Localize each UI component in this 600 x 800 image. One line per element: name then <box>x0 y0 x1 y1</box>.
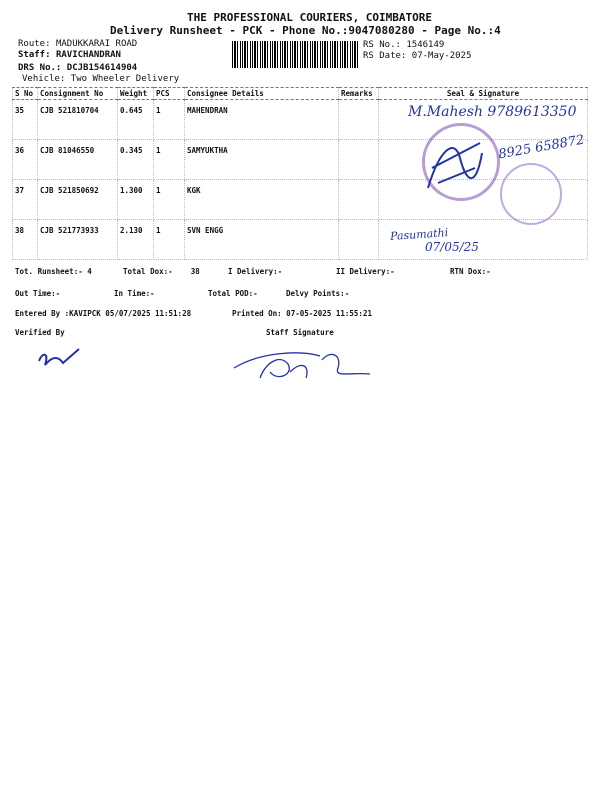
verified-signature <box>35 343 85 373</box>
handwritten-date-row38: 07/05/25 <box>425 240 479 254</box>
col-consignment: Consignment No <box>38 88 118 100</box>
cell-pcs: 1 <box>154 140 185 180</box>
entered-by: Entered By :KAVIPCK 05/07/2025 11:51:28 <box>15 309 192 318</box>
cell-sno: 38 <box>13 220 38 260</box>
handwritten-receiver-row38: Pasumathi <box>389 225 449 244</box>
ii-delivery: II Delivery:- <box>336 267 395 276</box>
staff-line: Staff: RAVICHANDRAN <box>18 50 121 60</box>
col-seal: Seal & Signature <box>379 88 588 100</box>
col-remarks: Remarks <box>339 88 379 100</box>
cell-remarks <box>339 220 379 260</box>
total-dox: Total Dox:- 38 <box>123 267 200 276</box>
cell-consignee: KGK <box>185 180 339 220</box>
runsheet-subtitle: Delivery Runsheet - PCK - Phone No.:9047080280 - Page No.:4 <box>110 24 501 37</box>
barcode <box>232 41 360 68</box>
rs-date-line: RS Date: 07-May-2025 <box>363 51 472 61</box>
drs-line: DRS No.: DCJB154614904 <box>18 63 138 73</box>
cell-remarks <box>339 140 379 180</box>
company-title: THE PROFESSIONAL COURIERS, COIMBATORE <box>187 11 433 24</box>
cell-sno: 35 <box>13 100 38 140</box>
col-weight: Weight <box>118 88 154 100</box>
cell-remarks <box>339 100 379 140</box>
printed-on: Printed On: 07-05-2025 11:55:21 <box>232 309 372 318</box>
cell-consignee: SVN ENGG <box>185 220 339 260</box>
cell-weight: 0.345 <box>118 140 154 180</box>
verified-by-label: Verified By <box>15 328 65 337</box>
cell-weight: 2.130 <box>118 220 154 260</box>
col-pcs: PCS <box>154 88 185 100</box>
in-time: In Time:- <box>114 289 155 298</box>
handwritten-receiver-row35: M.Mahesh 9789613350 <box>408 104 577 120</box>
cell-pcs: 1 <box>154 100 185 140</box>
scribble-signature-row36 <box>420 128 500 198</box>
table-header-row <box>13 88 588 100</box>
route-line: Route: MADUKKARAI ROAD <box>18 39 138 49</box>
delvy-points: Delvy Points:- <box>286 289 350 298</box>
cell-consignment: CJB 521810704 <box>38 100 118 140</box>
cell-remarks <box>339 180 379 220</box>
cell-consignment: CJB 521773933 <box>38 220 118 260</box>
cell-pcs: 1 <box>154 180 185 220</box>
staff-signature <box>230 342 380 387</box>
cell-sno: 37 <box>13 180 38 220</box>
tot-runsheet: Tot. Runsheet:- 4 <box>15 267 92 276</box>
table-row <box>13 220 588 260</box>
cell-sno: 36 <box>13 140 38 180</box>
out-time: Out Time:- <box>15 289 61 298</box>
i-delivery: I Delivery:- <box>228 267 283 276</box>
round-seal-stamp <box>500 163 562 225</box>
vehicle-line: Vehicle: Two Wheeler Delivery <box>22 74 180 84</box>
cell-consignee: SAMYUKTHA <box>185 140 339 180</box>
cell-pcs: 1 <box>154 220 185 260</box>
cell-weight: 1.300 <box>118 180 154 220</box>
cell-consignee: MAHENDRAN <box>185 100 339 140</box>
col-sno: S No <box>13 88 38 100</box>
rs-no-line: RS No.: 1546149 <box>363 40 445 50</box>
staff-signature-label: Staff Signature <box>266 328 334 337</box>
cell-consignment: CJB 521850692 <box>38 180 118 220</box>
col-consignee: Consignee Details <box>185 88 339 100</box>
total-pod: Total POD:- <box>208 289 258 298</box>
cell-consignment: CJB 81046550 <box>38 140 118 180</box>
cell-weight: 0.645 <box>118 100 154 140</box>
rtn-dox: RTN Dox:- <box>450 267 491 276</box>
handwritten-phone-row36: 8925 658872 <box>497 132 586 163</box>
